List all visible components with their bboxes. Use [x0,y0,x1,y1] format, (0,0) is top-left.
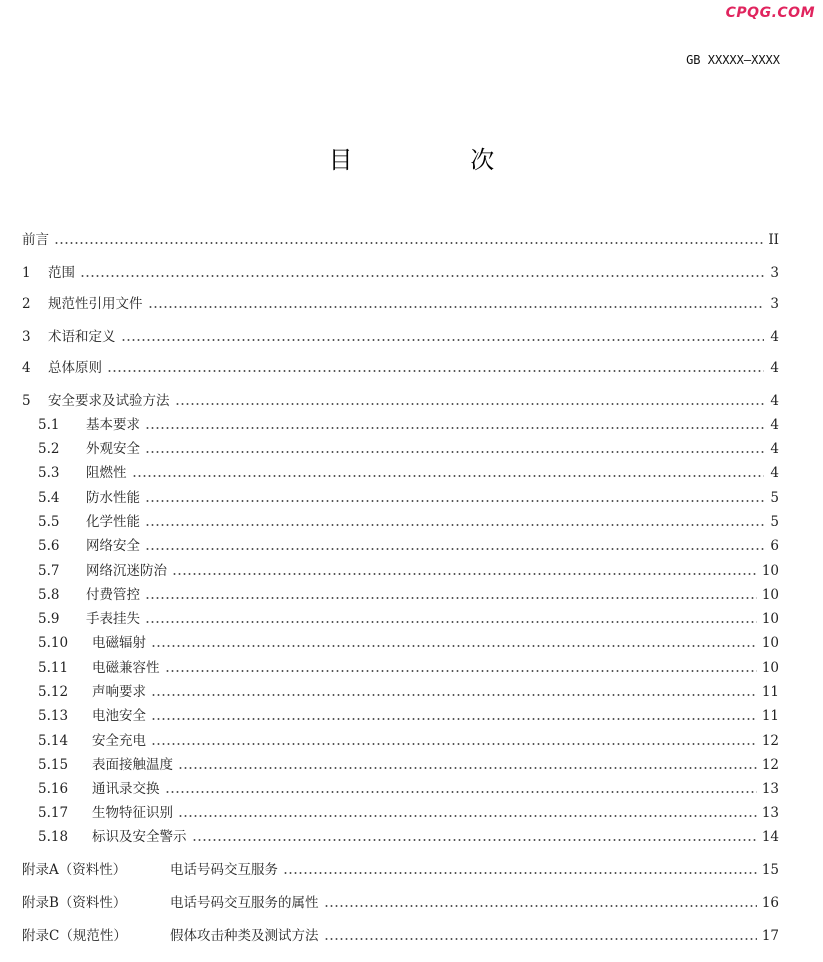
toc-page: 6 [770,538,779,554]
toc-entry-appendix-a[interactable] [22,860,779,880]
toc-number: 5.13 [38,708,69,724]
toc-page: 10 [761,611,779,627]
toc-leader [145,548,764,550]
toc-leader [148,306,765,308]
toc-label: 电池安全 [92,708,146,724]
toc-leader [192,839,757,841]
toc-leader [151,694,757,696]
toc-number: 5.9 [38,611,60,627]
toc-number: 5.7 [38,563,60,579]
toc-leader [145,500,764,502]
toc-leader [145,524,764,526]
toc-page: 10 [761,660,779,676]
toc-leader [145,621,757,623]
toc-page: 10 [761,635,779,651]
toc-number: 5.2 [38,441,60,457]
toc-appendix-tag: 附录A（资料性） [22,862,127,878]
page-title: 目 次 [328,146,550,174]
toc-page: 11 [761,708,779,724]
toc-label: 手表挂失 [86,611,140,627]
toc-leader [283,872,757,874]
toc-label: 总体原则 [48,360,102,376]
toc-entry-5-13[interactable] [38,706,779,726]
toc-leader [151,743,757,745]
toc-entry-5-17[interactable] [38,803,779,823]
toc-page: 17 [761,928,779,944]
toc-entry-foreword[interactable] [22,230,779,250]
toc-page: 12 [761,733,779,749]
toc-label: 电磁辐射 [92,635,146,651]
toc-page: 5 [770,514,779,530]
toc-entry-5-2[interactable] [38,439,779,459]
toc-entry-5[interactable] [22,391,779,411]
toc-entry-5-4[interactable] [38,488,779,508]
toc-number: 5 [22,393,31,409]
toc-label: 生物特征识别 [92,805,173,821]
toc-leader [132,475,765,477]
toc-number: 3 [22,329,31,345]
toc-leader [151,645,757,647]
toc-label: 表面接触温度 [92,757,173,773]
toc-label: 电话号码交互服务的属性 [170,895,319,911]
toc-label: 网络沉迷防治 [86,563,167,579]
toc-page: 16 [761,895,779,911]
toc-leader [324,938,757,940]
toc-label: 基本要求 [86,417,140,433]
toc-entry-5-15[interactable] [38,755,779,775]
toc-label: 外观安全 [86,441,140,457]
toc-leader [151,718,757,720]
toc-leader [324,905,757,907]
toc-appendix-tag: 附录C（规范性） [22,928,127,944]
toc-leader [172,573,757,575]
toc-page: 12 [761,757,779,773]
toc-entry-5-6[interactable] [38,536,779,556]
document-number: GB XXXXX—XXXX [686,53,780,67]
toc-page: 10 [761,563,779,579]
toc-number: 5.16 [38,781,69,797]
toc-label: 通讯录交换 [92,781,160,797]
toc-entry-2[interactable] [22,294,779,314]
toc-entry-1[interactable] [22,263,779,283]
toc-number: 2 [22,296,31,312]
toc-entry-5-3[interactable] [38,463,779,483]
toc-leader [145,451,764,453]
toc-number: 5.17 [38,805,69,821]
toc-label: 安全要求及试验方法 [48,393,170,409]
toc-number: 1 [22,265,31,281]
toc-page: 14 [761,829,779,845]
toc-leader [145,427,764,429]
toc-entry-5-1[interactable] [38,415,779,435]
toc-label: 阻燃性 [86,465,127,481]
toc-number: 5.10 [38,635,69,651]
toc-number: 5.14 [38,733,69,749]
toc-label: 电磁兼容性 [92,660,160,676]
toc-label: 化学性能 [86,514,140,530]
toc-leader [145,597,757,599]
toc-number: 5.3 [38,465,60,481]
toc-label: 网络安全 [86,538,140,554]
toc-page: 5 [770,490,779,506]
toc-entry-5-11[interactable] [38,658,779,678]
toc-page: 3 [770,265,779,281]
toc-entry-5-14[interactable] [38,731,779,751]
toc-page: 4 [770,441,779,457]
toc-leader [178,767,757,769]
toc-page: 15 [761,862,779,878]
toc-label: 安全充电 [92,733,146,749]
toc-label: 付费管控 [86,587,140,603]
toc-page: 10 [761,587,779,603]
toc-leader [165,791,757,793]
toc-entry-appendix-c[interactable] [22,926,779,946]
toc-label: 规范性引用文件 [48,296,143,312]
toc-leader [175,403,765,405]
toc-page: 4 [770,417,779,433]
toc-page: II [768,232,779,248]
toc-number: 5.1 [38,417,60,433]
toc-entry-5-16[interactable] [38,779,779,799]
watermark-logo: CPQG.COM [725,5,815,21]
toc-number: 5.6 [38,538,60,554]
toc-label: 范围 [48,265,75,281]
toc-page: 4 [770,360,779,376]
toc-entry-5-5[interactable] [38,512,779,532]
toc-leader [121,339,765,341]
toc-leader [165,670,757,672]
toc-number: 5.15 [38,757,69,773]
toc-entry-5-7[interactable] [38,561,779,581]
toc-page: 13 [761,781,779,797]
toc-entry-5-12[interactable] [38,682,779,702]
toc-number: 5.4 [38,490,60,506]
toc-leader [107,370,764,372]
toc-label: 术语和定义 [48,329,116,345]
toc-number: 5.8 [38,587,60,603]
toc-label: 防水性能 [86,490,140,506]
toc-page: 4 [770,329,779,345]
toc-number: 5.5 [38,514,60,530]
toc-leader [80,275,764,277]
toc-page: 4 [770,465,779,481]
toc-number: 5.12 [38,684,69,700]
toc-entry-5-18[interactable] [38,827,779,847]
toc-page: 4 [770,393,779,409]
toc-entry-4[interactable] [22,358,779,378]
toc-appendix-tag: 附录B（资料性） [22,895,127,911]
toc-entry-5-10[interactable] [38,633,779,653]
toc-number: 4 [22,360,31,376]
toc-entry-3[interactable] [22,327,779,347]
toc-label: 标识及安全警示 [92,829,187,845]
toc-page: 13 [761,805,779,821]
toc-leader [178,815,757,817]
toc-page: 11 [761,684,779,700]
toc-label: 前言 [22,232,49,248]
toc-label: 电话号码交互服务 [170,862,278,878]
toc-leader [54,242,763,244]
toc-number: 5.18 [38,829,69,845]
toc-label: 假体攻击种类及测试方法 [170,928,319,944]
toc-entry-5-8[interactable] [38,585,779,605]
toc-number: 5.11 [38,660,69,676]
toc-entry-appendix-b[interactable] [22,893,779,913]
toc-page: 3 [770,296,779,312]
toc-entry-5-9[interactable] [38,609,779,629]
toc-label: 声响要求 [92,684,146,700]
